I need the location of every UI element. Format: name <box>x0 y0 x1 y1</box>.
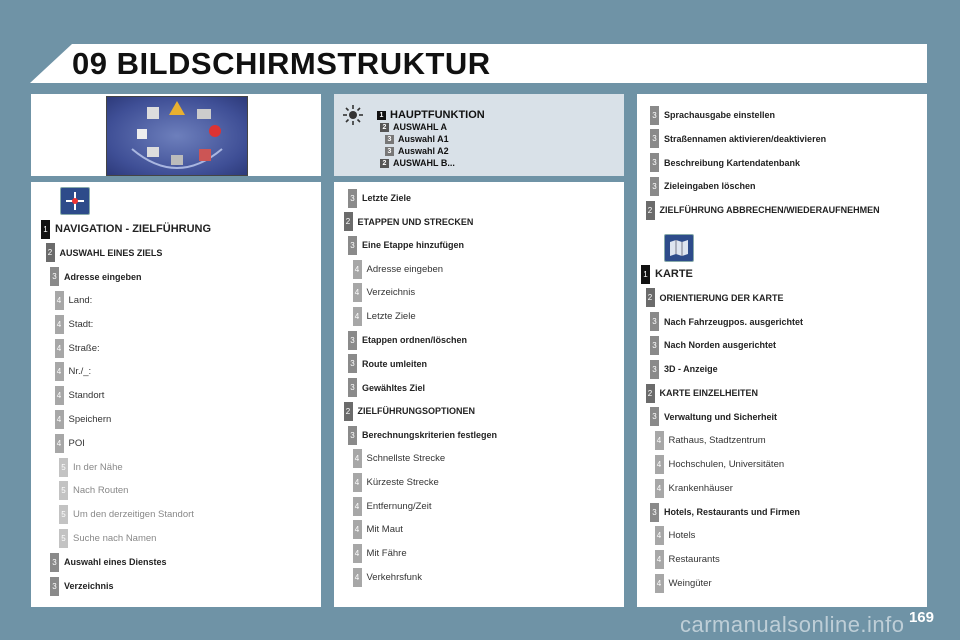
sun-settings-icon <box>342 104 364 126</box>
list-item-label: Berechnungskriterien festlegen <box>362 430 498 440</box>
list-item-label: Adresse eingeben <box>366 263 444 275</box>
list-item-label: KARTE <box>655 268 693 280</box>
navigation-cross-icon <box>60 187 90 215</box>
list-item <box>646 288 784 308</box>
list-item-label: ETAPPEN UND STRECKEN <box>357 216 474 227</box>
list-item <box>655 478 733 498</box>
list-item-label: Mit Fähre <box>366 548 407 559</box>
list-item <box>348 378 425 398</box>
list-item <box>59 528 156 548</box>
level-marker: 4 <box>55 362 64 381</box>
list-item <box>46 243 163 263</box>
level-marker: 4 <box>55 339 64 358</box>
list-item-label: Suche nach Namen <box>73 532 157 544</box>
level-marker: 3 <box>650 407 659 426</box>
level-marker: 4 <box>55 434 64 453</box>
legend-label: Auswahl A2 <box>398 146 449 156</box>
list-item <box>55 314 94 334</box>
list-item <box>655 550 720 570</box>
list-item <box>55 433 85 453</box>
list-item-label: Zieleingaben löschen <box>664 181 756 192</box>
level-marker: 3 <box>50 577 59 596</box>
list-item <box>646 200 880 220</box>
level-marker: 3 <box>50 267 59 286</box>
list-item <box>348 425 497 445</box>
list-item-label: Speichern <box>68 413 112 425</box>
list-item <box>650 129 826 149</box>
list-item <box>650 335 776 355</box>
list-item-label: Hochschulen, Universitäten <box>668 458 785 470</box>
level-marker: 5 <box>59 505 68 524</box>
page-title: 09 BILDSCHIRMSTRUKTUR <box>72 46 491 81</box>
level-marker: 4 <box>655 455 664 474</box>
list-item <box>353 283 416 303</box>
list-item-label: Mit Maut <box>366 524 403 536</box>
tools-icon <box>147 147 159 157</box>
list-item-label: Verkehrsfunk <box>366 571 422 583</box>
list-item-label: Nach Fahrzeugpos. ausgerichtet <box>664 316 804 327</box>
list-item-label: Sprachausgabe einstellen <box>664 110 776 120</box>
list-item-label: Straße: <box>68 342 100 354</box>
list-item <box>655 454 785 474</box>
list-item-label: Verwaltung und Sicherheit <box>664 411 778 422</box>
level-marker: 2 <box>344 402 353 421</box>
level-marker: 4 <box>55 410 64 429</box>
list-item <box>353 259 444 279</box>
level-marker: 3 <box>348 426 357 445</box>
level-marker: 3 <box>348 378 357 397</box>
level-marker: 5 <box>59 458 68 477</box>
level-marker: 3 <box>50 553 59 572</box>
level-marker: 4 <box>353 497 362 516</box>
list-item <box>50 267 142 287</box>
level-marker: 1 <box>641 265 650 284</box>
legend-row <box>385 134 449 144</box>
list-item-label: KARTE EINZELHEITEN <box>659 388 759 398</box>
list-item <box>55 290 93 310</box>
list-item-label: NAVIGATION - ZIELFÜHRUNG <box>55 223 212 235</box>
list-item <box>353 567 422 587</box>
list-item <box>641 264 693 284</box>
level-marker: 3 <box>348 236 357 255</box>
list-item <box>55 362 92 382</box>
list-item-label: AUSWAHL EINES ZIELS <box>59 247 163 258</box>
list-item-label: ZIELFÜHRUNGSOPTIONEN <box>357 406 476 417</box>
list-item <box>650 407 777 427</box>
menu-wheel-screen <box>106 96 248 176</box>
list-item <box>50 552 167 572</box>
level-marker: 4 <box>655 526 664 545</box>
level-marker: 4 <box>353 520 362 539</box>
list-item <box>650 312 803 332</box>
level-marker: 4 <box>655 479 664 498</box>
legend-label: Auswahl A1 <box>398 134 449 144</box>
level-marker: 4 <box>655 574 664 593</box>
list-item <box>348 354 427 374</box>
level-marker: 2 <box>380 123 389 132</box>
level-marker: 2 <box>344 212 353 231</box>
list-item-label: Beschreibung Kartendatenbank <box>664 157 801 168</box>
list-item <box>59 457 123 477</box>
level-marker: 4 <box>55 291 64 310</box>
phone-icon <box>209 125 221 137</box>
list-item <box>353 449 446 469</box>
list-item-label: Schnellste Strecke <box>366 453 446 465</box>
level-marker: 3 <box>348 331 357 350</box>
level-marker: 4 <box>353 449 362 468</box>
map-icon <box>664 234 694 262</box>
list-item-label: Letzte Ziele <box>362 193 412 203</box>
level-marker: 4 <box>353 260 362 279</box>
list-item-label: Nach Routen <box>73 485 129 497</box>
list-item <box>655 526 696 546</box>
level-marker: 2 <box>646 384 655 403</box>
level-marker: 4 <box>353 307 362 326</box>
folder-icon <box>147 107 159 119</box>
level-marker: 3 <box>348 189 357 208</box>
level-marker: 4 <box>55 315 64 334</box>
list-item <box>348 235 464 255</box>
legend-label: AUSWAHL B... <box>393 158 455 168</box>
list-item <box>655 573 712 593</box>
list-item-label: Route umleiten <box>362 358 428 369</box>
level-marker: 3 <box>385 135 394 144</box>
level-marker: 3 <box>650 129 659 148</box>
level-marker: 1 <box>41 220 50 239</box>
list-item <box>650 105 775 125</box>
list-item-label: Rathaus, Stadtzentrum <box>668 435 766 447</box>
watermark: carmanualsonline.info <box>680 612 905 637</box>
level-marker: 5 <box>59 481 68 500</box>
level-marker: 3 <box>348 354 357 373</box>
list-item-label: Etappen ordnen/löschen <box>362 335 468 346</box>
list-item-label: 3D - Anzeige <box>664 364 718 375</box>
list-item <box>348 330 467 350</box>
list-item-label: Eine Etappe hinzufügen <box>362 240 465 251</box>
list-item <box>353 544 407 564</box>
level-marker: 3 <box>650 503 659 522</box>
level-marker: 4 <box>55 386 64 405</box>
level-marker: 2 <box>380 159 389 168</box>
list-item <box>650 153 800 173</box>
list-item <box>55 386 105 406</box>
list-item <box>650 359 718 379</box>
level-marker: 4 <box>353 568 362 587</box>
list-item-label: Letzte Ziele <box>366 311 416 322</box>
list-item-label: Stadt: <box>68 318 94 330</box>
list-item <box>646 383 759 403</box>
level-marker: 4 <box>655 550 664 569</box>
list-item-label: Auswahl eines Dienstes <box>64 557 167 568</box>
list-item <box>353 520 403 540</box>
level-marker: 4 <box>655 431 664 450</box>
list-item-label: Gewähltes Ziel <box>362 382 426 393</box>
page-number: 169 <box>908 609 934 626</box>
media-icon <box>199 149 211 161</box>
list-item-label: Verzeichnis <box>366 287 416 299</box>
list-item-label: ORIENTIERUNG DER KARTE <box>659 292 784 303</box>
level-marker: 3 <box>650 312 659 331</box>
list-item <box>50 576 114 596</box>
list-item <box>344 212 474 232</box>
level-marker: 3 <box>650 360 659 379</box>
list-item <box>55 338 100 358</box>
list-item <box>59 505 194 525</box>
list-item <box>353 472 439 492</box>
level-marker: 1 <box>377 111 386 120</box>
legend-row <box>377 109 485 121</box>
list-item-label: ZIELFÜHRUNG ABBRECHEN/WIEDERAUFNEHMEN <box>659 205 880 216</box>
level-marker: 4 <box>353 544 362 563</box>
list-item-label: Nach Norden ausgerichtet <box>664 340 777 351</box>
level-marker: 3 <box>650 106 659 125</box>
list-item-label: POI <box>68 437 85 449</box>
list-item-label: Restaurants <box>668 554 720 566</box>
list-item-label: Adresse eingeben <box>64 271 142 282</box>
level-marker: 3 <box>650 177 659 196</box>
list-item-label: Verzeichnis <box>64 581 114 591</box>
list-item <box>55 409 112 429</box>
list-item-label: Kürzeste Strecke <box>366 476 439 488</box>
list-item-label: Um den derzeitigen Standort <box>73 509 194 521</box>
list-item <box>353 307 416 327</box>
legend-label: HAUPTFUNKTION <box>390 109 485 121</box>
level-marker: 4 <box>353 283 362 302</box>
list-item-label: In der Nähe <box>73 461 123 473</box>
warning-icon <box>169 101 185 115</box>
list-item <box>59 481 128 501</box>
menu-wheel-icons <box>107 97 247 175</box>
level-marker: 2 <box>646 201 655 220</box>
list-item-label: Weingüter <box>668 577 712 589</box>
list-item-label: Straßennamen aktivieren/deaktivieren <box>664 133 827 144</box>
list-item-label: Hotels <box>668 530 696 542</box>
list-item-label: Nr./_: <box>68 366 92 378</box>
level-marker: 2 <box>46 243 55 262</box>
list-item <box>650 176 756 196</box>
list-item-label: Hotels, Restaurants und Firmen <box>664 507 801 517</box>
settings-icon <box>171 155 183 165</box>
level-marker: 3 <box>385 147 394 156</box>
legend-label: AUSWAHL A <box>393 122 447 132</box>
compass-icon <box>137 129 147 139</box>
list-item <box>650 502 800 522</box>
list-item <box>655 431 766 451</box>
list-item-label: Land: <box>68 294 93 306</box>
level-marker: 2 <box>646 288 655 307</box>
legend-row <box>380 158 455 168</box>
list-item-label: Entfernung/Zeit <box>366 500 432 512</box>
level-marker: 3 <box>650 336 659 355</box>
level-marker: 5 <box>59 529 68 548</box>
list-item-label: Krankenhäuser <box>668 482 733 494</box>
panel-hauptfunktion <box>334 94 624 176</box>
list-item <box>41 219 211 239</box>
car-icon <box>197 109 211 119</box>
list-item <box>348 188 411 208</box>
legend-row <box>380 122 447 132</box>
legend-row <box>385 146 449 156</box>
list-item <box>353 496 432 516</box>
list-item-label: Standort <box>68 390 105 402</box>
level-marker: 3 <box>650 153 659 172</box>
level-marker: 4 <box>353 473 362 492</box>
list-item <box>344 401 476 421</box>
